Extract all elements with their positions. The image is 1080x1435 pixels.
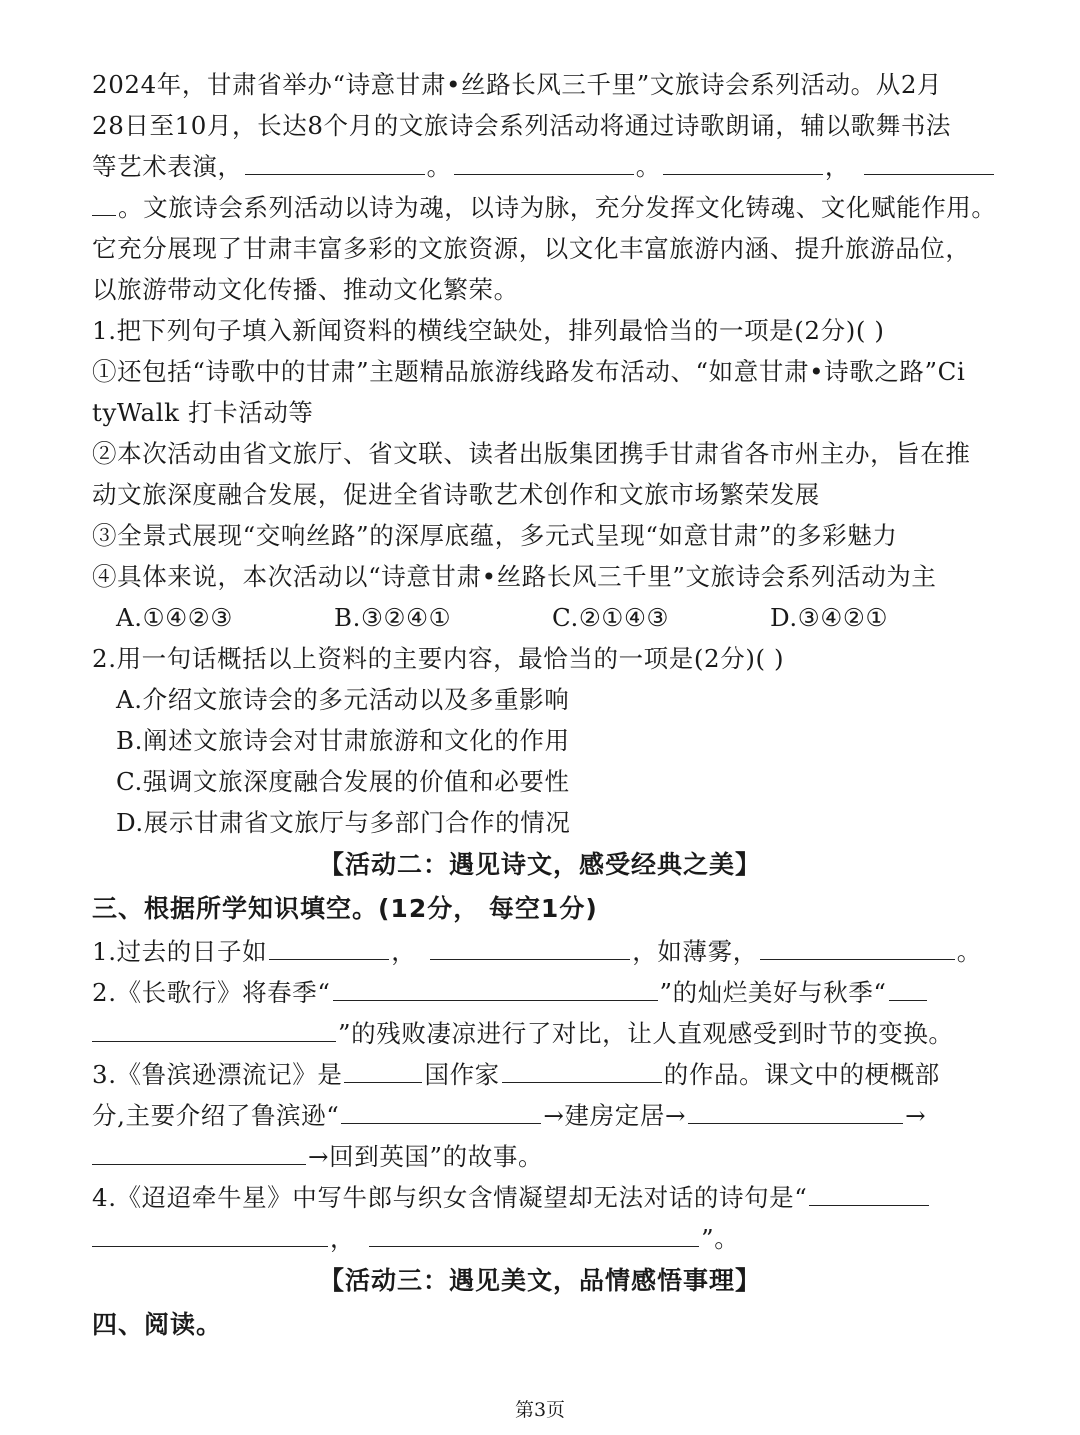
passage-text: 等艺术表演， [92,152,243,181]
punct: ， [824,152,850,181]
answer-blank[interactable] [92,1138,306,1165]
question-2 [92,638,988,843]
sentence-2: ②本次活动由省文旅厅、省文联、读者出版集团携手甘肃省各市州主办，旨在推 [92,439,971,468]
fill-text: → [905,1101,927,1130]
sentence-4: ④具体来说，本次活动以“诗意甘肃•丝路长风三千里”文旅诗会系列活动为主 [92,562,937,591]
answer-blank[interactable] [269,933,389,960]
answer-blank[interactable] [760,933,955,960]
passage-line: 2024年，甘肃省举办“诗意甘肃•丝路长风三千里”文旅诗会系列活动。从2月 [92,70,943,99]
answer-blank[interactable] [889,974,927,1001]
fill-3-cont2 [92,1136,988,1177]
option-d[interactable]: D.③④②① [770,603,889,632]
sentence-3: ③全景式展现“交响丝路”的深厚底蕴，多元式呈现“如意甘肃”的多彩魅力 [92,521,898,550]
question-stem: 1.把下列句子填入新闻资料的横线空缺处，排列最恰当的一项是(2分)( ) [92,316,885,345]
fill-2-cont [92,1013,988,1054]
sentence-2-cont: 动文旅深度融合发展，促进全省诗歌艺术创作和文旅市场繁荣发展 [92,480,820,509]
fill-text: 。 [956,937,982,966]
question-stem: 2.用一句话概括以上资料的主要内容，最恰当的一项是(2分)( ) [92,644,785,673]
fill-text: →建房定居→ [543,1101,687,1130]
fill-text: ”。 [701,1224,740,1253]
answer-blank[interactable] [864,148,994,175]
passage-line: 以旅游带动文化传播、推动文化繁荣。 [92,275,519,304]
punct: 。 [426,152,452,181]
fill-text: ，如薄雾， [632,937,758,966]
option-c[interactable]: C.强调文旅深度融合发展的价值和必要性 [116,767,570,796]
option-b[interactable]: B.③②④① [334,603,452,632]
passage-line [92,146,988,187]
fill-3 [92,1054,988,1095]
sentence-1-cont: tyWalk 打卡活动等 [92,398,314,427]
news-passage [92,64,997,310]
answer-blank[interactable] [809,1179,929,1206]
fill-text: 分,主要介绍了鲁滨逊“ [92,1101,340,1130]
fill-text: ， [330,1224,356,1253]
option-d[interactable]: D.展示甘肃省文旅厅与多部门合作的情况 [116,808,571,837]
passage-line [92,187,997,228]
fill-4-cont [92,1218,988,1259]
answer-blank[interactable] [245,148,425,175]
answer-blank[interactable] [369,1220,699,1247]
answer-blank[interactable] [333,974,658,1001]
answer-blank[interactable] [430,933,630,960]
answer-blank[interactable] [341,1097,541,1124]
answer-blank[interactable] [92,1015,336,1042]
option-c[interactable]: C.②①④③ [552,603,670,632]
page-number: 第3页 [514,1399,566,1421]
punct: 。 [635,152,661,181]
fill-text: 1.过去的日子如 [92,937,268,966]
option-b[interactable]: B.阐述文旅诗会对甘肃旅游和文化的作用 [116,726,570,755]
fill-text: ”的灿烂美好与秋季“ [659,978,887,1007]
answer-blank[interactable] [663,148,823,175]
answer-blank[interactable] [454,148,634,175]
answer-blank[interactable] [688,1097,903,1124]
fill-text: 3.《鲁滨逊漂流记》是 [92,1060,343,1089]
activity-2-heading: 【活动二：遇见诗文，感受经典之美】 [318,850,761,879]
passage-text: 。文旅诗会系列活动以诗为魂，以诗为脉，充分发挥文化铸魂、文化赋能作用。 [118,193,997,222]
answer-blank[interactable] [92,189,116,216]
passage-line: 28日至10月，长达8个月的文旅诗会系列活动将通过诗歌朗诵，辅以歌舞书法 [92,111,952,140]
passage-line: 它充分展现了甘肃丰富多彩的文旅资源，以文化丰富旅游内涵、提升旅游品位， [92,234,971,263]
option-row [92,597,988,638]
fill-text: →回到英国”的故事。 [308,1142,544,1171]
fill-text: ”的残败凄凉进行了对比，让人直观感受到时节的变换。 [338,1019,954,1048]
answer-blank[interactable] [92,1220,328,1247]
question-1 [92,310,988,638]
fill-text: 2.《长歌行》将春季“ [92,978,331,1007]
option-a[interactable]: A.①④②③ [116,603,233,632]
answer-blank[interactable] [502,1056,662,1083]
sentence-1: ①还包括“诗歌中的甘肃”主题精品旅游线路发布活动、“如意甘肃•诗歌之路”Ci [92,357,966,386]
fill-3-cont [92,1095,988,1136]
fill-2 [92,972,988,1013]
fill-in-section [92,931,988,1259]
activity-3-heading: 【活动三：遇见美文，品情感悟事理】 [318,1266,761,1295]
fill-text: 国作家 [424,1060,500,1089]
fill-text: ， [391,937,417,966]
section-3-heading: 三、根据所学知识填空。(12分， 每空1分) [92,894,598,923]
answer-blank[interactable] [344,1056,422,1083]
fill-1 [92,931,988,972]
fill-text: 的作品。课文中的梗概部 [663,1060,940,1089]
fill-text: 4.《迢迢牵牛星》中写牛郎与织女含情凝望却无法对话的诗句是“ [92,1183,808,1212]
section-4-heading: 四、阅读。 [92,1310,223,1339]
option-a[interactable]: A.介绍文旅诗会的多元活动以及多重影响 [116,685,570,714]
fill-4 [92,1177,988,1218]
